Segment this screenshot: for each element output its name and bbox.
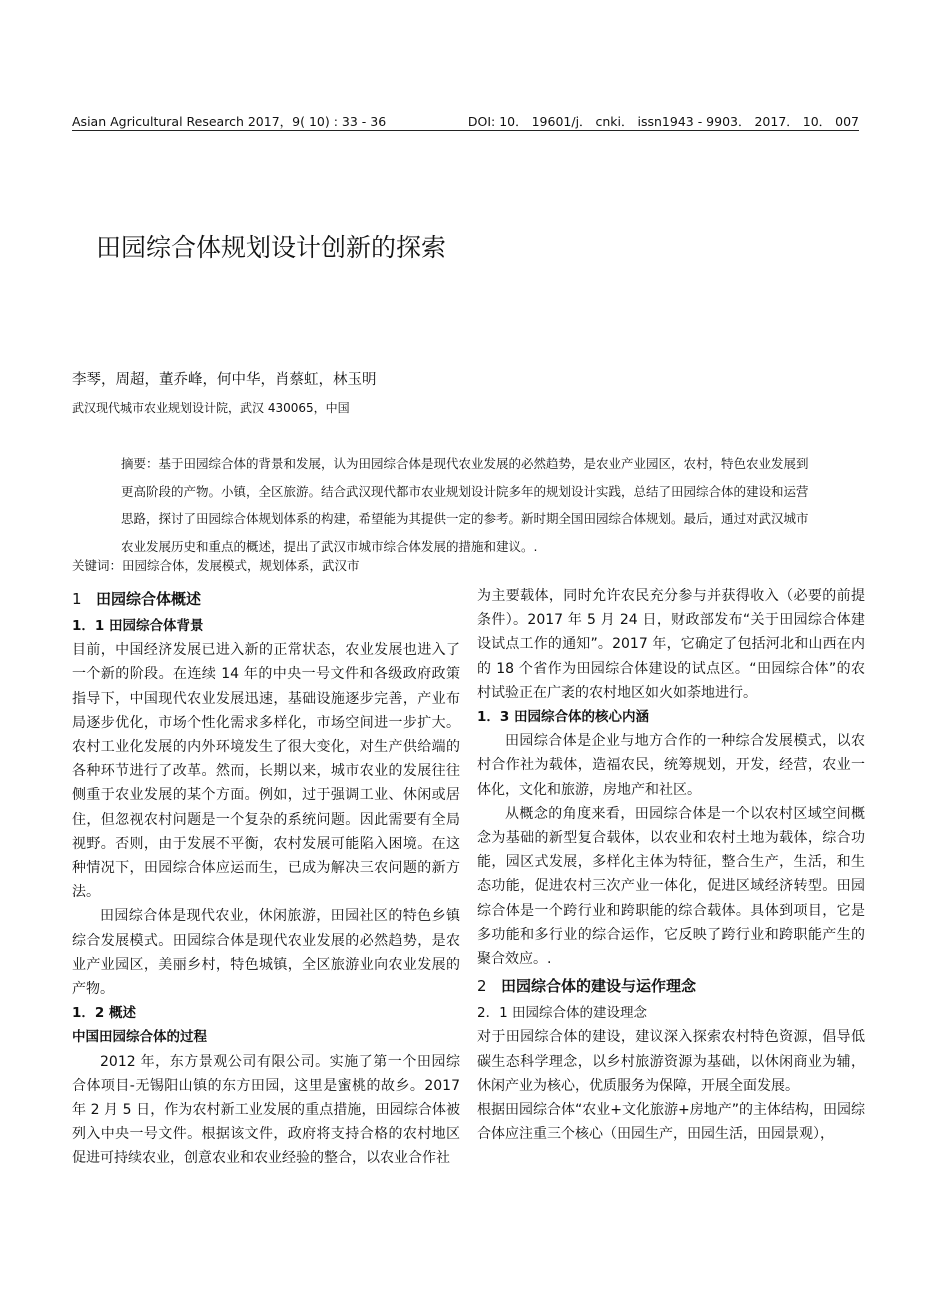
paragraph: 从概念的角度来看，田园综合体是一个以农村区域空间概念为基础的新型复合载体，以农业和农村土地为载体，综合功能，园区式发展，多样化主体为特征，整合生产，生活，和生态功能，促进农村三次产业一体化，促进区域经济转型。田园综合体是一个跨行业和跨职能的综合载体。具体到项目，它是多功能和多行业的综合运作，它反映了跨行业和跨职能产生的聚合效应。. (477, 805, 865, 968)
authors: 李琴，周超，董乔峰，何中华，肖蔡虹，林玉明 (72, 372, 377, 388)
paragraph: 对于田园综合体的建设，建议深入探索农村特色资源，倡导低碳生态科学理念，以乡村旅游资源为基础，以休闲商业为辅，休闲产业为核心，优质服务为保障，开展全面发展。 (477, 1029, 865, 1094)
section-title: 田园综合体的建设与运作理念 (501, 977, 697, 996)
right-column (477, 584, 865, 1146)
section-number: 1 (72, 590, 82, 608)
abstract (121, 450, 821, 560)
section-heading (72, 584, 460, 614)
paragraph: 为主要载体，同时允许农民充分参与并获得收入（必要的前提条件）。2017 年 5 月 24 日，财政部发布“关于田园综合体建设试点工作的通知”。2017 年，它确定了包括河北和山西在内的 18 个省作为田园综合体建设的试点区。“田园综合体”的农村试验正在广袤的农村地区如火如荼地进行。 (477, 588, 865, 701)
affiliation: 武汉现代城市农业规划设计院，武汉 430065，中国 (72, 401, 350, 415)
paper-title: 田园综合体规划设计创新的探索 (96, 233, 447, 262)
subsection-heading: 1．3 田园综合体的核心内涵 (477, 709, 649, 726)
section-number: 2 (477, 977, 487, 996)
abstract-line: 思路，探讨了田园综合体规划体系的构建，希望能为其提供一定的参考。新时期全国田园综合体规划。最后，通过对武汉城市 (121, 511, 809, 526)
subsection-heading: 1．1 田园综合体背景 (72, 618, 204, 634)
paragraph: 根据田园综合体“农业+文化旅游+房地产”的主体结构，田园综合体应注重三个核心（田园生产，田园生活，田园景观）， (477, 1102, 865, 1143)
paragraph: 目前，中国经济发展已进入新的正常状态，农业发展也进入了一个新的阶段。在连续 14 年的中央一号文件和各级政府政策指导下，中国现代农业发展迅速，基础设施逐步完善，产业布局逐步优化，市场个性化需求多样化，市场空间进一步扩大。农村工业化发展的内外环境发生了很大变化，对生产供给端的各种环节进行了改革。然而，长期以来，城市农业的发展往往侧重于农业发展的某个方面。例如，过于强调工业、休闲或居住，但忽视农村问题是一个复杂的系统问题。因此需要有全局视野。否则，由于发展不平衡，农村发展可能陷入困境。在这种情况下，田园综合体应运而生，已成为解决三农问题的新方法。 (72, 642, 460, 901)
abstract-line: 农业发展历史和重点的概述，提出了武汉市城市综合体发展的措施和建议。. (121, 538, 538, 554)
keywords: 关键词：田园综合体，发展模式，规划体系，武汉市 (72, 558, 360, 573)
subsection-heading: 2．1 田园综合体的建设理念 (477, 1005, 647, 1022)
paragraph: 2012 年，东方景观公司有限公司。实施了第一个田园综合体项目-无锡阳山镇的东方田园，这里是蜜桃的故乡。2017 年 2 月 5 日，作为农村新工业发展的重点措施，田园综合体被列入中央一号文件。根据该文件，政府将支持合格的农村地区促进可持续农业，创意农业和农业经验的整合，以农业合作社 (72, 1053, 460, 1167)
section-heading (477, 971, 865, 1001)
subsection-heading: 1．2 概述 (72, 1005, 136, 1022)
abstract-line: 更高阶段的产物。小镇，全区旅游。结合武汉现代都市农业规划设计院多年的规划设计实践，总结了田园综合体的建设和运营 (121, 483, 809, 499)
abstract-line: 摘要：基于田园综合体的背景和发展，认为田园综合体是现代农业发展的必然趋势，是农业产业园区，农村，特色农业发展到 (121, 456, 809, 471)
subsection-subheading: 中国田园综合体的过程 (72, 1029, 207, 1046)
doi: DOI: 10． 19601/j． cnki． issn1943 - 9903． 2017． 10． 007 (467, 114, 859, 129)
section-title: 田园综合体概述 (96, 590, 202, 608)
running-header (72, 110, 859, 131)
paragraph: 田园综合体是企业与地方合作的一种综合发展模式，以农村合作社为载体，造福农民，统筹规划，开发，经营，农业一体化，文化和旅游，房地产和社区。 (477, 733, 865, 798)
left-column (72, 584, 460, 1171)
journal-citation: Asian Agricultural Research 2017，9( 10) : 33 - 36 (72, 114, 387, 129)
paragraph: 田园综合体是现代农业，休闲旅游，田园社区的特色乡镇综合发展模式。田园综合体是现代农业发展的必然趋势，是农业产业园区，美丽乡村，特色城镇，全区旅游业向农业发展的产物。 (72, 908, 460, 998)
